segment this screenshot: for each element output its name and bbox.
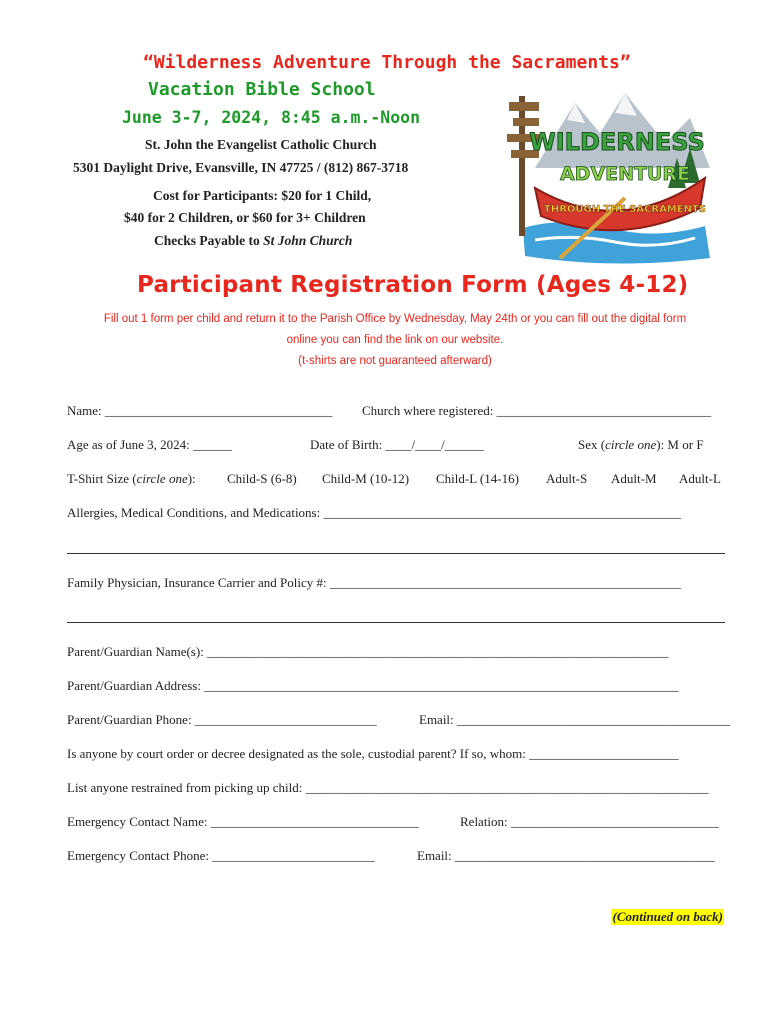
logo-line-3: THROUGH THE SACRAMENTS [544,204,706,215]
wilderness-adventure-logo [505,88,715,266]
checks-payable [154,233,352,249]
logo-line-1: WILDERNESS [529,128,705,156]
form-title: Participant Registration Form (Ages 4-12) [137,272,689,298]
physician-field[interactable]: Family Physician, Insurance Carrier and Policy #: ______________________________________________________ [67,575,681,590]
emergency-email-field[interactable]: Email: ________________________________________ [417,848,715,863]
church-registered-field[interactable]: Church where registered: _________________________________ [362,403,712,418]
parent-names-field[interactable]: Parent/Guardian Name(s): _______________________________________________________________________ [67,644,669,659]
checks-payee: St John Church [263,233,353,248]
checks-prefix: Checks Payable to [154,233,264,248]
parent-email-field[interactable]: Email: __________________________________________ [419,712,730,727]
date-of-birth-field[interactable]: Date of Birth: ____/____/______ [310,437,484,452]
tshirt-circle-note: circle one [136,471,188,486]
tshirt-option-child-l[interactable]: Child-L (14-16) [436,471,519,486]
parent-phone-field[interactable]: Parent/Guardian Phone: ____________________________ [67,712,377,727]
custody-field[interactable]: Is anyone by court order or decree designated as the sole, custodial parent? If so, whom: _______________________ [67,746,679,761]
event-dates: June 3-7, 2024, 8:45 a.m.-Noon [122,108,421,127]
theme-title: “Wilderness Adventure Through the Sacraments” [143,52,631,73]
instructions-line-2: online you can find the link on our website. [286,334,504,346]
cost-line-1: Cost for Participants: $20 for 1 Child, [153,188,372,203]
allergies-continuation-line[interactable] [67,553,725,554]
program-name: Vacation Bible School [148,79,376,100]
logo-line-2: ADVENTURE [559,163,691,185]
sex-field[interactable] [578,437,704,453]
name-field[interactable]: Name: ___________________________________ [67,403,333,418]
tshirt-label-prefix: T-Shirt Size ( [67,471,137,486]
tshirt-option-child-s[interactable]: Child-S (6-8) [227,471,297,486]
parent-address-field[interactable]: Parent/Guardian Address: _________________________________________________________________________ [67,678,679,693]
cost-line-2: $40 for 2 Children, or $60 for 3+ Children [124,210,366,225]
tshirt-option-adult-l[interactable]: Adult-L [679,471,721,486]
allergies-field[interactable]: Allergies, Medical Conditions, and Medications: _______________________________________________________ [67,505,681,520]
relation-field[interactable]: Relation: ________________________________ [460,814,719,829]
sex-circle-note: circle one [605,437,657,452]
physician-continuation-line[interactable] [67,622,725,623]
sex-options: ): M or F [656,437,704,452]
instructions-line-1: Fill out 1 form per child and return it to the Parish Office by Wednesday, May 24th or you can fill out the digital form [103,313,687,325]
tshirt-option-adult-m[interactable]: Adult-M [611,471,657,486]
instructions-line-3: (t-shirts are not guaranteed afterward) [298,355,492,367]
tshirt-size-label [67,471,196,487]
tshirt-option-child-m[interactable]: Child-M (10-12) [322,471,410,486]
church-address: 5301 Daylight Drive, Evansville, IN 47725 / (812) 867-3718 [73,160,409,175]
emergency-phone-field[interactable]: Emergency Contact Phone: _________________________ [67,848,375,863]
restrained-field[interactable]: List anyone restrained from picking up child: ______________________________________________________________ [67,780,709,795]
tshirt-option-adult-s[interactable]: Adult-S [546,471,588,486]
age-field[interactable]: Age as of June 3, 2024: ______ [67,437,233,452]
emergency-name-field[interactable]: Emergency Contact Name: ________________________________ [67,814,419,829]
sex-label-prefix: Sex ( [578,437,606,452]
church-name: St. John the Evangelist Catholic Church [145,137,377,152]
continued-on-back-note: (Continued on back) [612,909,723,924]
tshirt-label-suffix: ): [187,471,196,486]
